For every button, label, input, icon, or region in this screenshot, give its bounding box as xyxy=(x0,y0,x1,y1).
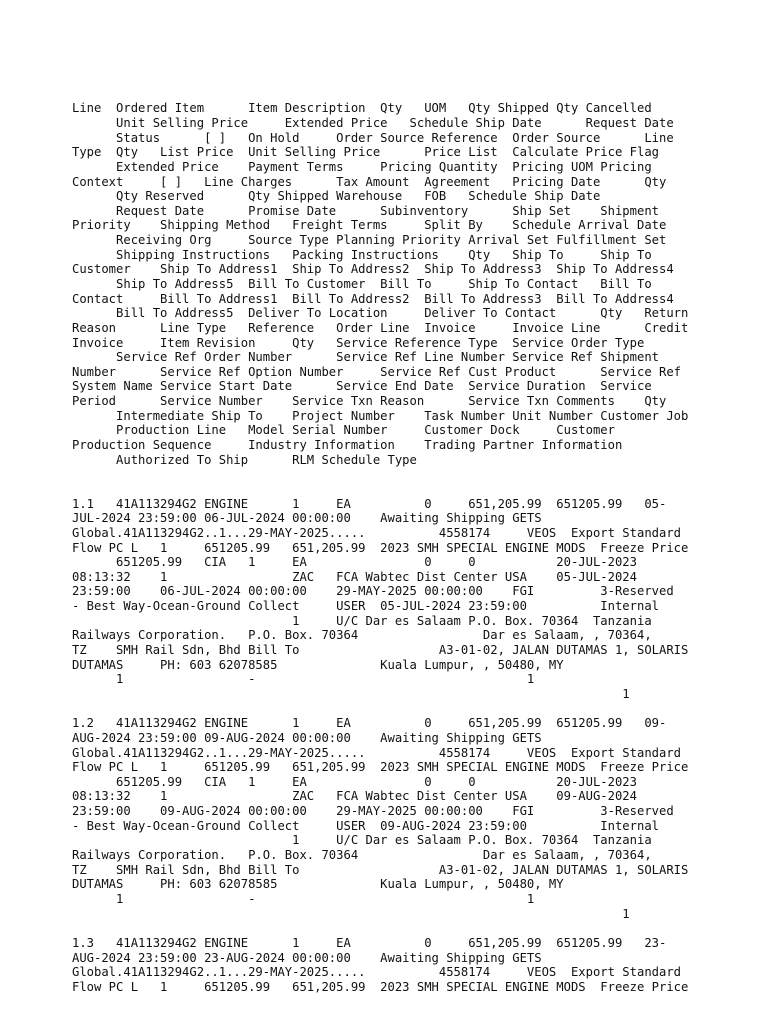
order-line-record xyxy=(72,497,712,702)
header-line: System Name Service Start Date Service End Date Service Duration Service xyxy=(72,379,652,394)
record-text-line: - Best Way-Ocean-Ground Collect USER 05-JUL-2024 23:59:00 Internal xyxy=(72,599,659,614)
header-line: Service Ref Order Number Service Ref Line Number Service Ref Shipment xyxy=(72,350,659,365)
record-text-line: 1 - 1 xyxy=(72,891,535,906)
record-text-line: TZ SMH Rail Sdn, Bhd Bill To A3-01-02, JALAN DUTAMAS 1, SOLARIS xyxy=(72,643,689,658)
record-text-line: - Best Way-Ocean-Ground Collect USER 09-AUG-2024 23:59:00 Internal xyxy=(72,818,659,833)
order-line-record xyxy=(72,936,712,995)
record-text-line: 1.1 41A113294G2 ENGINE 1 EA 0 651,205.99 651205.99 05- xyxy=(72,496,667,511)
header-line: Number Service Ref Option Number Service Ref Cust Product Service Ref xyxy=(72,364,682,379)
header-line: Unit Selling Price Extended Price Schedule Ship Date Request Date xyxy=(72,115,674,130)
header-line: Contact Bill To Address1 Bill To Address2 Bill To Address3 Bill To Address4 xyxy=(72,291,674,306)
record-text-line: 1.3 41A113294G2 ENGINE 1 EA 0 651,205.99 651205.99 23- xyxy=(72,935,667,950)
header-line: Production Sequence Industry Information Trading Partner Information xyxy=(72,438,623,453)
order-line-record xyxy=(72,716,712,921)
header-line: Request Date Promise Date Subinventory Ship Set Shipment xyxy=(72,203,659,218)
record-text-line: 08:13:32 1 ZAC FCA Wabtec Dist Center USA 05-JUL-2024 xyxy=(72,569,637,584)
record-text-line: Flow PC L 1 651205.99 651,205.99 2023 SMH SPECIAL ENGINE MODS Freeze Price xyxy=(72,760,689,775)
record-text-line: 23:59:00 09-AUG-2024 00:00:00 29-MAY-2025 00:00:00 FGI 3-Reserved xyxy=(72,804,674,819)
record-text-line: DUTAMAS PH: 603 62078585 Kuala Lumpur, , 50480, MY xyxy=(72,877,564,892)
record-text-line: 08:13:32 1 ZAC FCA Wabtec Dist Center USA 09-AUG-2024 xyxy=(72,789,637,804)
header-line: Production Line Model Serial Number Customer Dock Customer xyxy=(72,423,615,438)
record-text-line: 1 U/C Dar es Salaam P.O. Box. 70364 Tanzania xyxy=(72,833,652,848)
record-text-line: Flow PC L 1 651205.99 651,205.99 2023 SMH SPECIAL ENGINE MODS Freeze Price xyxy=(72,540,689,555)
header-line: Bill To Address5 Deliver To Location Deliver To Contact Qty Return xyxy=(72,306,689,321)
record-separator xyxy=(72,702,712,717)
record-text-line: JUL-2024 23:59:00 06-JUL-2024 00:00:00 Awaiting Shipping GETS xyxy=(72,511,542,526)
record-text-line: Flow PC L 1 651205.99 651,205.99 2023 SMH SPECIAL ENGINE MODS Freeze Price xyxy=(72,979,689,994)
record-text-line: AUG-2024 23:59:00 23-AUG-2024 00:00:00 Awaiting Shipping GETS xyxy=(72,950,542,965)
record-text-line: 23:59:00 06-JUL-2024 00:00:00 29-MAY-2025 00:00:00 FGI 3-Reserved xyxy=(72,584,674,599)
record-text-line: 1.2 41A113294G2 ENGINE 1 EA 0 651,205.99 651205.99 09- xyxy=(72,716,667,731)
report-page xyxy=(72,72,712,1009)
order-lines-block xyxy=(72,497,712,995)
header-line: Customer Ship To Address1 Ship To Address2 Ship To Address3 Ship To Address4 xyxy=(72,262,674,277)
record-text-line: DUTAMAS PH: 603 62078585 Kuala Lumpur, , 50480, MY xyxy=(72,657,564,672)
record-text-line: Global.41A113294G2..1...29-MAY-2025..... 4558174 VEOS Export Standard xyxy=(72,965,682,980)
header-line: Extended Price Payment Terms Pricing Quantity Pricing UOM Pricing xyxy=(72,159,652,174)
header-line: Priority Shipping Method Freight Terms Split By Schedule Arrival Date xyxy=(72,218,667,233)
record-text-line: TZ SMH Rail Sdn, Bhd Bill To A3-01-02, JALAN DUTAMAS 1, SOLARIS xyxy=(72,862,689,877)
header-line: Status [ ] On Hold Order Source Reference Order Source Line xyxy=(72,130,674,145)
header-line: Context [ ] Line Charges Tax Amount Agreement Pricing Date Qty xyxy=(72,174,667,189)
record-text-line: 1 U/C Dar es Salaam P.O. Box. 70364 Tanzania xyxy=(72,613,652,628)
header-line: Invoice Item Revision Qty Service Reference Type Service Order Type xyxy=(72,335,645,350)
record-text-line: 1 xyxy=(72,686,630,701)
header-line: Shipping Instructions Packing Instructions Qty Ship To Ship To xyxy=(72,247,652,262)
column-header-block xyxy=(72,101,712,467)
record-text-line: 1 xyxy=(72,906,630,921)
header-line: Receiving Org Source Type Planning Priority Arrival Set Fulfillment Set xyxy=(72,233,667,248)
record-text-line: Global.41A113294G2..1...29-MAY-2025..... 4558174 VEOS Export Standard xyxy=(72,525,682,540)
header-line: Intermediate Ship To Project Number Task Number Unit Number Customer Job xyxy=(72,408,689,423)
record-text-line: 1 - 1 xyxy=(72,672,535,687)
record-text-line: Railways Corporation. P.O. Box. 70364 Dar es Salaam, , 70364, xyxy=(72,628,652,643)
header-line: Authorized To Ship RLM Schedule Type xyxy=(72,452,417,467)
header-line: Qty Reserved Qty Shipped Warehouse FOB Schedule Ship Date xyxy=(72,189,601,204)
header-line: Ship To Address5 Bill To Customer Bill To Ship To Contact Bill To xyxy=(72,277,652,291)
record-separator xyxy=(72,921,712,936)
record-text-line: 651205.99 CIA 1 EA 0 0 20-JUL-2023 xyxy=(72,774,637,789)
record-text-line: 651205.99 CIA 1 EA 0 0 20-JUL-2023 xyxy=(72,555,637,570)
header-line: Reason Line Type Reference Order Line Invoice Invoice Line Credit xyxy=(72,320,689,335)
record-text-line: AUG-2024 23:59:00 09-AUG-2024 00:00:00 Awaiting Shipping GETS xyxy=(72,730,542,745)
header-line: Type Qty List Price Unit Selling Price Price List Calculate Price Flag xyxy=(72,145,659,160)
record-text-line: Global.41A113294G2..1...29-MAY-2025..... 4558174 VEOS Export Standard xyxy=(72,745,682,760)
header-line: Period Service Number Service Txn Reason Service Txn Comments Qty xyxy=(72,394,667,409)
header-line: Line Ordered Item Item Description Qty UOM Qty Shipped Qty Cancelled xyxy=(72,101,652,116)
record-text-line: Railways Corporation. P.O. Box. 70364 Dar es Salaam, , 70364, xyxy=(72,848,652,863)
